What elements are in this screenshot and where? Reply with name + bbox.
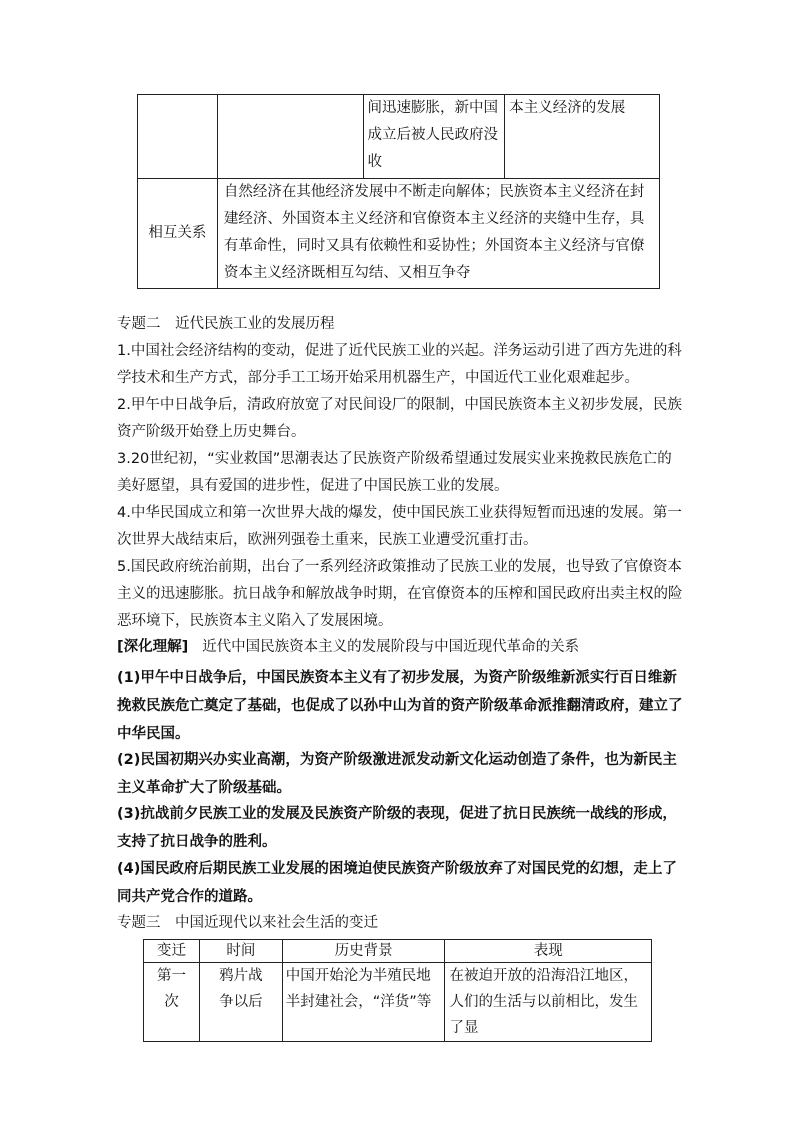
table-row [138,95,660,179]
paragraph: 5.国民政府统治前期，出台了一系列经济政策推动了民族工业的发展，也导致了官僚资本主义的迅速膨胀。抗日战争和解放战争时期，在官僚资本的压榨和国民政府出卖主权的险恶环境下，民族资本主义陷入了发展困境。 [117,559,683,629]
row-label: 相互关系 [138,179,218,289]
section-heading: 专题二 近代民族工业的发展历程 [117,316,335,332]
paragraph: (4)国民政府后期民族工业发展的困境迫使民族资产阶级放弃了对国民党的幻想，走上了同共产党合作的道路。 [117,861,677,905]
table-cell [217,95,363,179]
paragraph: 1.中国社会经济结构的变动，促进了近代民族工业的兴起。洋务运动引进了西方先进的科学技术和生产方式，部分手工工场开始采用机器生产，中国近代工业化艰难起步。 [117,343,682,386]
paragraph: 3.20世纪初，“实业救国”思潮表达了民族资产阶级希望通过发展实业来挽救民族危亡的美好愿望，具有爱国的进步性，促进了中国民族工业的发展。 [117,451,672,494]
paragraph: (2)民国初期兴办实业高潮，为资产阶级激进派发动新文化运动创造了条件，也为新民主主义革命扩大了阶级基础。 [117,752,677,796]
cell-text: 自然经济在其他经济发展中不断走向解体；民族资本主义经济在封建经济、外国资本主义经济和官僚资本主义经济的夹缝中生存，具有革命性，同时又具有依赖性和妥协性；外国资本主义经济与官僚资本主义经济既相互勾结、又相互争夺 [223,184,645,281]
table-row [138,179,660,289]
paragraph: (3)抗战前夕民族工业的发展及民族资产阶级的表现，促进了抗日民族统一战线的形成，支持了抗日战争的胜利。 [117,806,677,850]
table-cell: 在被迫开放的沿海沿江地区，人们的生活与以前相比，发生了显 [445,963,652,1042]
table-cell: 鸦片战争以后 [199,963,282,1042]
deepen-title: 近代中国民族资本主义的发展阶段与中国近现代革命的关系 [202,639,580,655]
section-heading: 专题三 中国近现代以来社会生活的变迁 [117,915,378,931]
paragraph: 2.甲午中日战争后，清政府放宽了对民间设厂的限制，中国民族资本主义初步发展，民族资产阶级开始登上历史舞台。 [117,397,682,440]
top-comparison-table [137,94,660,289]
deepen-tag: [深化理解] [117,639,189,655]
cell-text: 本主义经济的发展 [509,100,626,116]
table-cell [363,95,505,179]
table-header-row [144,940,652,963]
table-cell [217,179,659,289]
column-header: 表现 [445,940,652,963]
table-cell [138,95,218,179]
deepen-heading [117,634,579,661]
paragraph: 4.中华民国成立和第一次世界大战的爆发，使中国民族工业获得短暂而迅速的发展。第一次世界大战结束后，欧洲列强卷土重来，民族工业遭受沉重打击。 [117,505,682,548]
column-header: 历史背景 [282,940,445,963]
table-cell: 中国开始沦为半殖民地半封建社会，“洋货”等 [282,963,445,1042]
table-row [144,963,652,1042]
cell-text: 间迅速膨胀，新中国成立后被人民政府没收 [367,100,499,170]
column-header: 时间 [199,940,282,963]
table-cell: 第一次 [144,963,200,1042]
column-header: 变迁 [144,940,200,963]
table-cell [505,95,660,179]
social-life-table [143,939,652,1042]
paragraph: (1)甲午中日战争后，中国民族资本主义有了初步发展，为资产阶级维新派实行百日维新挽救民族危亡奠定了基础，也促成了以孙中山为首的资产阶级革命派推翻清政府，建立了中华民国。 [117,670,683,742]
